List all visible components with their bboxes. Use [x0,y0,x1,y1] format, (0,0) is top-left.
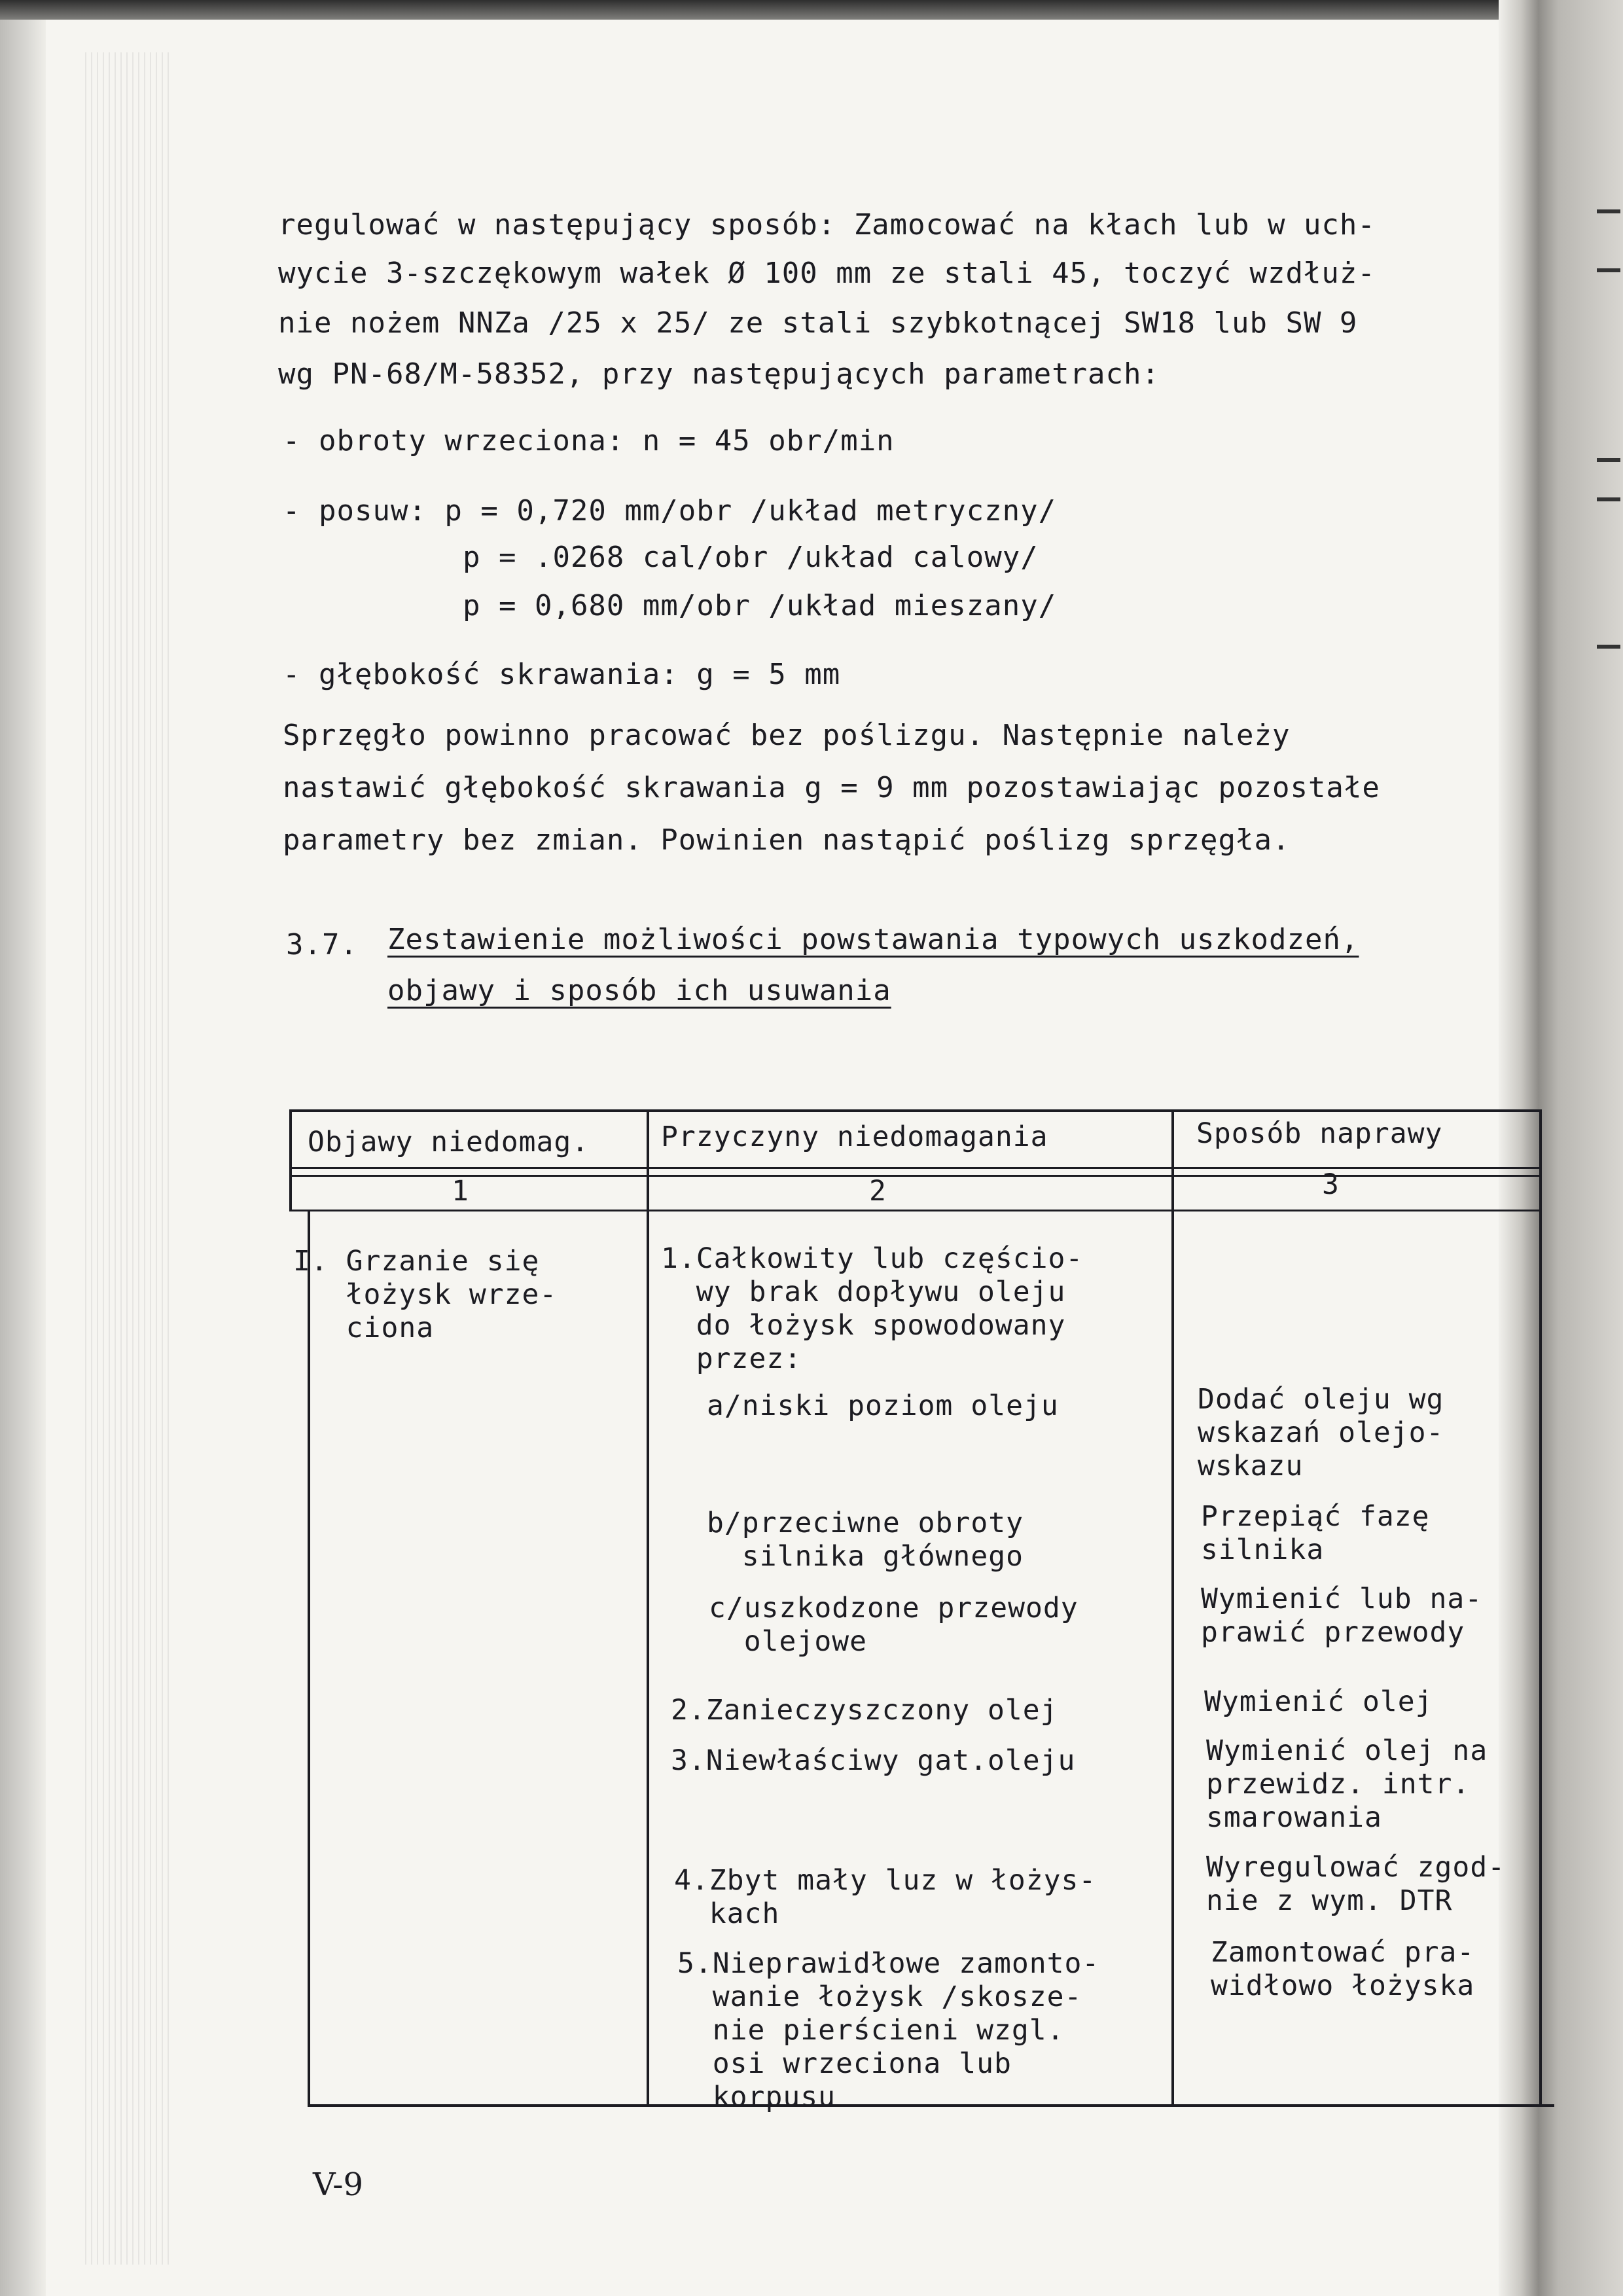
cause-5: 5.Nieprawidłowe zamonto- wanie łożysk /skosze- nie pierścieni wzgl. osi wrzeciona lub korpusu [677,1947,1100,2113]
fix-1a: Dodać oleju wg wskazań olejo- wskazu [1198,1383,1444,1482]
page-number: V-9 [313,2166,364,2203]
header-objawy: Objawy niedomag. [308,1126,590,1158]
fix-2: Wymienić olej [1204,1685,1433,1718]
paragraph-line: wycie 3-szczękowym wałek Ø 100 mm ze stali 45, toczyć wzdłuż- [278,257,1376,290]
paragraph-line: nie nożem NNZa /25 x 25/ ze stali szybkotnącej SW18 lub SW 9 [278,306,1358,340]
scan-top-shadow [0,0,1623,22]
section-title: Zestawienie możliwości powstawania typowych uszkodzeń, [387,923,1359,956]
section-title-continued: objawy i sposób ich usuwania [387,974,891,1007]
fix-5: Zamontować pra- widłowo łożyska [1211,1936,1475,2002]
paragraph2-line: nastawić głębokość skrawania g = 9 mm pozostawiając pozostałe [283,771,1380,804]
paragraph-line: regulować w następujący sposób: Zamocować na kłach lub w uch- [278,208,1376,242]
fix-1b: Przepiąć fazę silnika [1201,1500,1430,1566]
column-number-3: 3 [1322,1168,1340,1201]
cause-1b: b/przeciwne obroty silnika głównego [707,1507,1024,1573]
scan-right-edge [1499,0,1623,2296]
cause-1c: c/uszkodzone przewody olejowe [709,1592,1079,1658]
param-obroty: - obroty wrzeciona: n = 45 obr/min [283,424,895,457]
cause-4: 4.Zbyt mały luz w łożys- kach [674,1864,1097,1930]
column-number-2: 2 [869,1175,887,1208]
column-number-1: 1 [452,1175,469,1208]
symptom-cell: I. Grzanie się łożysk wrze- ciona [293,1245,558,1344]
cause-1: 1.Całkowity lub częścio- wy brak dopływu oleju do łożysk spowodowany przez: [661,1242,1084,1375]
fix-1c: Wymienić lub na- prawić przewody [1201,1583,1483,1649]
cause-3: 3.Niewłaściwy gat.oleju [671,1744,1076,1777]
scan-left-edge [0,20,46,2296]
paragraph2-line: parametry bez zmian. Powinien nastąpić poślizg sprzęgła. [283,823,1291,857]
cause-2: 2.Zanieczyszczony olej [671,1694,1058,1727]
fix-4: Wyregulować zgod- nie z wym. DTR [1206,1851,1506,1917]
param-posuw-metric: - posuw: p = 0,720 mm/obr /układ metryczny/ [283,494,1057,528]
paragraph-line: wg PN-68/M-58352, przy następujących parametrach: [278,357,1160,391]
paragraph2-line: Sprzęgło powinno pracować bez poślizgu. Następnie należy [283,719,1291,752]
page-binding [85,52,170,2265]
header-naprawa: Sposób naprawy [1196,1117,1443,1150]
header-przyczyny: Przyczyny niedomagania [661,1121,1048,1153]
param-posuw-mixed: p = 0,680 mm/obr /układ mieszany/ [463,589,1057,622]
param-posuw-inch: p = .0268 cal/obr /układ calowy/ [463,541,1039,574]
param-glebokosc: - głębokość skrawania: g = 5 mm [283,658,841,691]
fix-3: Wymienić olej na przewidz. intr. smarowania [1206,1734,1488,1834]
section-number: 3.7. [286,928,358,961]
cause-1a: a/niski poziom oleju [707,1390,1059,1422]
